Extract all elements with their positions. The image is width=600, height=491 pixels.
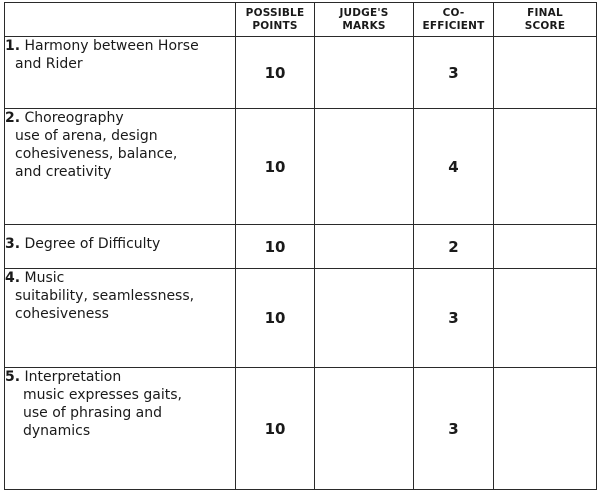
criterion-number: 2. <box>5 110 21 126</box>
header-coefficient <box>414 3 494 37</box>
header-label-line: POSSIBLE <box>245 6 305 19</box>
header-label-line: SCORE <box>524 19 566 32</box>
criterion-detail: use of arena, design <box>15 128 158 144</box>
criterion-title: Choreography <box>24 110 124 126</box>
criterion-title: Interpretation <box>24 369 122 385</box>
possible-points-cell: 10 <box>236 269 315 368</box>
criterion-title: Degree of Difficulty <box>24 236 161 252</box>
criterion-detail: dynamics <box>23 423 91 439</box>
criterion-number: 1. <box>5 38 21 54</box>
header-final-score <box>494 3 597 37</box>
judges-marks-cell[interactable] <box>315 109 414 225</box>
coefficient-cell: 2 <box>414 225 494 269</box>
final-score-cell[interactable] <box>494 269 597 368</box>
possible-points-cell: 10 <box>236 109 315 225</box>
coefficient-cell: 3 <box>414 37 494 109</box>
criterion-detail: music expresses gaits, <box>23 387 182 403</box>
possible-points-cell: 10 <box>236 368 315 490</box>
header-criteria-blank <box>5 3 236 37</box>
table-row <box>5 37 597 109</box>
criterion-detail: use of phrasing and <box>23 405 163 421</box>
final-score-cell[interactable] <box>494 37 597 109</box>
criterion-cell <box>5 225 236 269</box>
criterion-detail: cohesiveness <box>15 306 109 322</box>
criterion-detail: cohesiveness, balance, <box>15 146 178 162</box>
final-score-cell[interactable] <box>494 368 597 490</box>
judges-marks-cell[interactable] <box>315 225 414 269</box>
possible-points-cell: 10 <box>236 225 315 269</box>
criterion-cell <box>5 269 236 368</box>
criterion-cell <box>5 109 236 225</box>
criterion-number: 5. <box>5 369 21 385</box>
criterion-cell <box>5 368 236 490</box>
final-score-cell[interactable] <box>494 225 597 269</box>
header-label-line: FINAL <box>527 6 563 19</box>
header-label-line: JUDGE'S <box>339 6 389 19</box>
possible-points-cell: 10 <box>236 37 315 109</box>
judges-marks-cell[interactable] <box>315 269 414 368</box>
header-row <box>5 3 597 37</box>
final-score-cell[interactable] <box>494 109 597 225</box>
criterion-title: Music <box>24 270 65 286</box>
criterion-number: 4. <box>5 270 21 286</box>
header-possible-points <box>236 3 315 37</box>
criterion-detail: and creativity <box>15 164 112 180</box>
header-label-line: POINTS <box>252 19 298 32</box>
table-row <box>5 109 597 225</box>
header-label-line: MARKS <box>342 19 386 32</box>
criterion-detail: suitability, seamlessness, <box>15 288 195 304</box>
header-label-line: CO- <box>442 6 465 19</box>
criterion-detail: and Rider <box>15 56 83 72</box>
table-row <box>5 225 597 269</box>
coefficient-cell: 3 <box>414 368 494 490</box>
criterion-cell <box>5 37 236 109</box>
judges-marks-cell[interactable] <box>315 368 414 490</box>
judges-marks-cell[interactable] <box>315 37 414 109</box>
header-label-line: EFFICIENT <box>422 19 485 32</box>
table-row <box>5 368 597 490</box>
score-sheet-table <box>4 2 597 490</box>
header-judges-marks <box>315 3 414 37</box>
coefficient-cell: 4 <box>414 109 494 225</box>
criterion-title: Harmony between Horse <box>24 38 199 54</box>
criterion-number: 3. <box>5 236 21 252</box>
table-row <box>5 269 597 368</box>
coefficient-cell: 3 <box>414 269 494 368</box>
